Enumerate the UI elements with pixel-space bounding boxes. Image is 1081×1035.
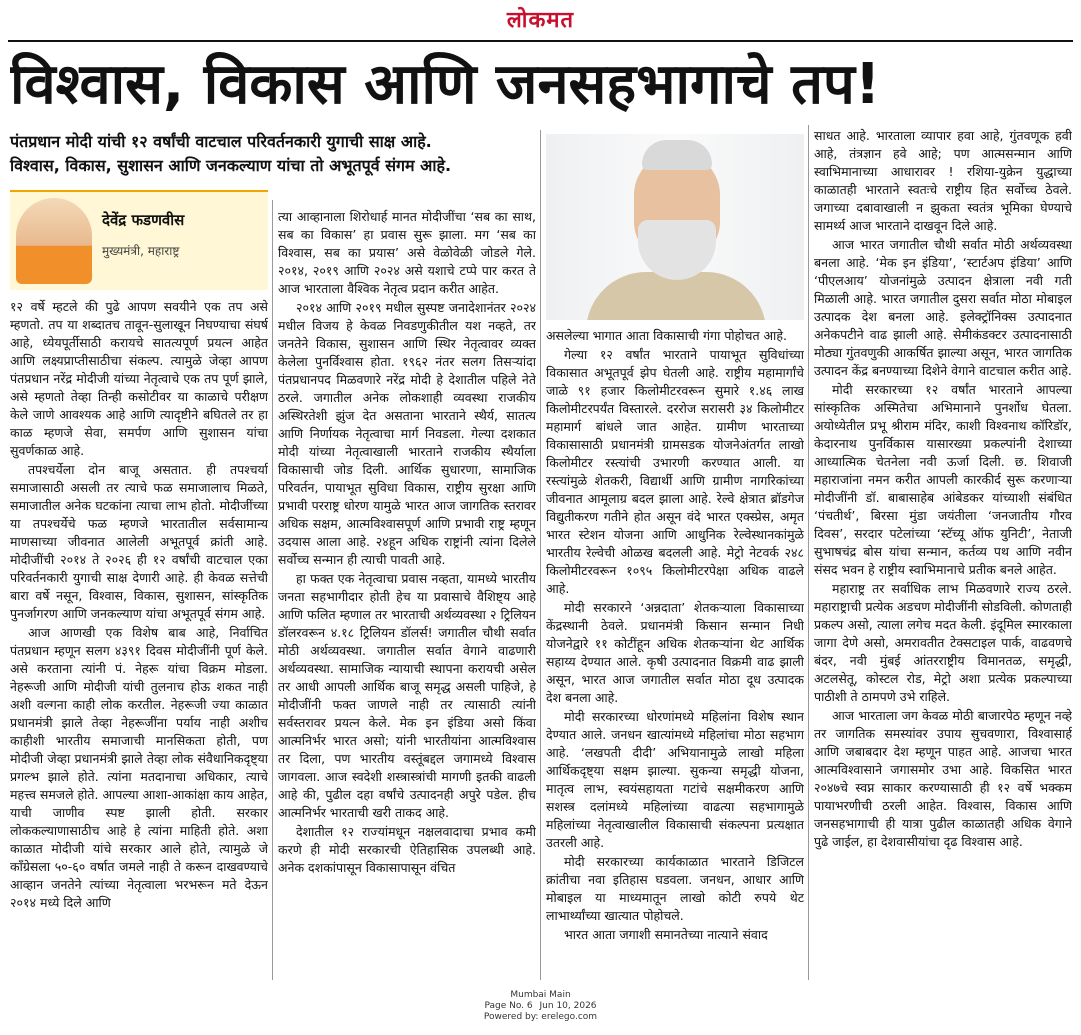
subheadline (10, 130, 535, 178)
article-paragraph: २०१४ आणि २०१९ मधील सुस्पष्ट जनादेशानंतर २०२४ मधील विजय हे केवळ निवडणुकीतील यश नव्हते, तर जनतेने विकास, सुशासन आणि स्थिर नेतृत्वावर व्यक्त केलेला पुनर्विश्वास होता. १९६२ नंतर सलग तिसऱ्यांदा पंतप्रधानपद मिळवणारे नरेंद्र मोदी हे देशातील पहिले नेते ठरले. जगातील अनेक लोकशाही व्यवस्था राजकीय अस्थिरतेशी झुंज देत असताना भारताने स्थैर्य, सातत्य आणि निर्णायक नेतृत्वाचा मार्ग निवडला. गेल्या दशकात मोदी यांच्या नेतृत्वाखाली भारताने राजकीय स्थैर्याला विकासाची जोड दिली. आर्थिक सुधारणा, सामाजिक परिवर्तन, पायाभूत सुविधा विकास, राष्ट्रीय सुरक्षा आणि प्रभावी परराष्ट्र धोरण यामुळे भारत आज जागतिक स्तरावर अधिक सक्षम, आत्मविश्वासपूर्ण आणि प्रभावी राष्ट्र म्हणून उदयास आला आहे. २४हून अधिक राष्ट्रांनी त्यांना दिलेले सर्वोच्च सन्मान ही त्याची पावती आहे. (278, 300, 536, 567)
footer-date: Jun 10, 2026 (539, 1001, 597, 1011)
masthead (0, 4, 1081, 34)
author-box (10, 190, 268, 290)
article-paragraph: आज भारत जगातील चौथी सर्वात मोठी अर्थव्यवस्था बनला आहे. ‘मेक इन इंडिया’, ‘स्टार्टअप इंडिया’ आणि ‘पीएलआय’ योजनांमुळे उत्पादन क्षेत्राला नवी गती मिळाली आहे. भारत जगातील दुसरा सर्वात मोठा मोबाइल उत्पादक देश बनला आहे. इलेक्ट्रॉनिक्स उत्पादनात अनेकपटीने वाढ झाली आहे. सेमीकंडक्टर उत्पादनासाठी मोठ्या गुंतवणुकी आकर्षित झाल्या असून, भारत जागतिक उत्पादन केंद्र बनण्याच्या दिशेने वेगाने वाटचाल करीत आहे. (814, 237, 1072, 378)
article-photo (546, 134, 804, 320)
article-paragraph: देशातील १२ राज्यांमधून नक्षलवादाचा प्रभाव कमी करणे ही मोदी सरकारची ऐतिहासिक उपलब्धी आहे. अनेक दशकांपासून विकासापासून वंचित (278, 824, 536, 875)
article-column-1 (10, 298, 268, 998)
masthead-logo: लोकमत (506, 7, 575, 33)
masthead-rule (8, 40, 1073, 42)
article-paragraph: तपश्चर्येला दोन बाजू असतात. ही तपश्चर्या समाजासाठी असली तर त्याचे फळ समाजालाच मिळते, समाजातील अनेक घटकांना त्याचा लाभ होतो. मोदीजींच्या या तपश्चर्येचे फळ म्हणजे भारतातील सर्वसामान्य माणसाच्या जीवनात आलेली अभूतपूर्व क्रांती आहे. मोदीजींची २०१४ ते २०२६ ही १२ वर्षांची वाटचाल एका परिवर्तनकारी युगाची साक्ष देणारी आहे. ही केवळ सत्तेची बारा वर्षे नसून, विश्वास, विकास, सुशासन, सांस्कृतिक पुनर्जागरण आणि जनकल्याण यांचा अभूतपूर्व संगम आहे. (10, 462, 268, 621)
photo-figure-hair (642, 140, 712, 170)
article-paragraph: भारत आता जगाशी समानतेच्या नात्याने संवाद (564, 927, 768, 942)
article-paragraph: मोदी सरकारच्या धोरणांमध्ये महिलांना विशेष स्थान देण्यात आले. जनधन खात्यांमध्ये महिलांचा मोठा सहभाग आहे. ‘लखपती दीदी’ अभियानामुळे लाखो महिला आर्थिकदृष्ट्या सक्षम झाल्या. सुकन्या समृद्धी योजना, मातृत्व लाभ, स्वयंसहायता गटांचे सक्षमीकरण आणि सशस्त्र दलांमध्ये महिलांच्या वाढत्या सहभागामुळे महिलांच्या नेतृत्वाखालील विकासाची संकल्पना प्रत्यक्षात उतरली आहे. (546, 709, 804, 850)
article-paragraph: साधत आहे. भारताला व्यापार हवा आहे, गुंतवणूक हवी आहे, तंत्रज्ञान हवे आहे; पण आत्मसन्मान आणि स्वाभिमानाच्या आधारावर ! रशिया-युक्रेन युद्धाच्या काळातही भारताने स्वतःचे राष्ट्रीय हित सर्वोच्च ठेवले. जगाच्या दबावाखाली न झुकता स्वतंत्र भूमिका घेण्याचे सामर्थ्य आज भारताने दाखवून दिले आहे. (814, 128, 1072, 233)
photo-figure-beard (638, 220, 716, 280)
article-paragraph: मोदी सरकारने ‘अन्नदाता’ शेतकऱ्याला विकासाच्या केंद्रस्थानी ठेवले. प्रधानमंत्री किसान सन्मान निधी योजनेद्वारे ११ कोटींहून अधिक शेतकऱ्यांना थेट आर्थिक सहाय्य देण्यात आले. कृषी उत्पादनात विक्रमी वाढ झाली असून, भारत आज जगातील सर्वात मोठा दूध उत्पादक देश बनला आहे. (546, 600, 804, 705)
footer-page: Page No. 6 (484, 1001, 533, 1011)
article-paragraph: मोदी सरकारच्या कार्यकाळात भारताने डिजिटल क्रांतीचा नवा इतिहास घडवला. जनधन, आधार आणि मोबाइल या माध्यमातून लाखो कोटी रुपये थेट लाभार्थ्यांच्या खात्यात पोहोचले. (546, 854, 804, 923)
headline: विश्वास, विकास आणि जनसहभागाचे तप! (10, 52, 881, 117)
column-divider (272, 200, 273, 980)
subhead-line: विश्वास, विकास, सुशासन आणि जनकल्याण यांचा तो अभूतपूर्व संगम आहे. (10, 156, 452, 175)
author-photo (16, 198, 92, 284)
footer-edition: Mumbai Main (510, 990, 571, 1000)
article-column-3 (546, 327, 804, 998)
article-paragraph: मोदी सरकारच्या १२ वर्षांत भारताने आपल्या सांस्कृतिक अस्मितेचा अभिमानाने पुनर्शोध घेतला. अयोध्येतील प्रभू श्रीराम मंदिर, काशी विश्वनाथ कॉरिडॉर, केदारनाथ पुनर्विकास यासारख्या प्रकल्पांनी देशाच्या आध्यात्मिक चेतनेला नवी ऊर्जा दिली. छ. शिवाजी महाराजांना नमन करीत आपली कारकीर्द सुरू करणाऱ्या मोदीजींनी डॉ. बाबासाहेब आंबेडकर यांच्याशी संबंधित ‘पंचतीर्थ’, बिरसा मुंडा जयंतीला ‘जनजातीय गौरव दिवस’, सरदार पटेलांच्या ‘स्टॅच्यू ऑफ युनिटी’, नेताजी सुभाषचंद्र बोस यांचा सन्मान, कर्तव्य पथ आणि नवीन संसद भवन हे राष्ट्रीय स्वाभिमानाचे प्रतीक बनले आहेत. (814, 382, 1072, 577)
footer-powered-link[interactable]: Powered by: erelego.com (483, 1012, 598, 1022)
article-paragraph: १२ वर्षे म्हटले की पुढे आपण सवयीने एक तप असे म्हणतो. तप या शब्दातच तावून-सुलाखून निघण्याचा संघर्ष आहे, ध्येयपूर्तीसाठी करायचे सातत्यपूर्ण प्रयत्न आहेत आणि लक्ष्यप्राप्तीसाठीचा संकल्प. त्यामुळे जेव्हा आपण पंतप्रधान नरेंद्र मोदीजी यांच्या नेतृत्वाचे एक तप पूर्ण झाले, असे म्हणतो तेव्हा तिन्ही कसोटीवर या काळाचे परीक्षण केले जाणे आवश्यक आहे आणि त्यादृष्टीने बघितले तर हा काळ म्हणजे सेवा, समर्पण आणि सुशासन यांचा सुवर्णकाळ आहे. (10, 299, 268, 458)
article-column-4 (814, 127, 1072, 998)
article-paragraph: महाराष्ट्र तर सर्वाधिक लाभ मिळवणारे राज्य ठरले. महाराष्ट्राची प्रत्येक अडचण मोदीजींनी सोडविली. कोणताही प्रकल्प असो, त्याला लगेच मदत केली. इंदूमिल स्मारकाला जागा देणे असो, अमरावतीत टेक्सटाइल पार्क, वाढवणचे बंदर, नवी मुंबई आंतरराष्ट्रीय विमानतळ, समृद्धी, अटलसेतू, कोस्टल रोड, मेट्रो अशा प्रत्येक प्रकल्पाच्या पाठीशी ते ठामपणे उभे राहिले. (814, 581, 1072, 704)
column-divider (540, 130, 541, 980)
article-paragraph: आज आणखी एक विशेष बाब आहे, निर्वाचित पंतप्रधान म्हणून सलग ४३९१ दिवस मोदीजींनी पूर्ण केले. असे करताना त्यांनी पं. नेहरू यांचा विक्रम मोडला. नेहरूजी आणि मोदीजी यांची तुलनाच होऊ शकत नाही अशी वल्गना काही लोक करतील. नेहरूजी ज्या काळात प्रधानमंत्री झाले तेव्हा नेहरूजींना पर्याय नाही अशीच काहीशी भारतीय समाजाची मानसिकता होती, पण मोदीजी जेव्हा प्रधानमंत्री झाले तेव्हा लोक संवैधानिकदृष्ट्या प्रगल्भ झाले होते. त्यांना मतदानाचा अधिकार, त्याचे महत्त्व समजले होते. आपल्या आशा-आकांक्षा काय आहेत, याची जाणीव स्पष्ट झाली होती. सरकार लोककल्याणासाठीच आहे हे त्यांना माहिती होते. अशा काळात मोदीजी यांचे सरकार आले होते, त्यामुळे जे काँग्रेसला ५०-६० वर्षात जमले नाही ते करून दाखवण्याचे आव्हान जनतेने त्यांच्या नेतृत्वाला भरभरून मते देऊन २०१४ मध्ये दिले आणि (10, 625, 268, 910)
article-paragraph: असलेल्या भागात आता विकासाची गंगा पोहोचत आहे. (546, 328, 787, 343)
author-name: देवेंद्र फडणवीस (102, 211, 185, 229)
article-paragraph: हा फक्त एक नेतृत्वाचा प्रवास नव्हता, यामध्ये भारतीय जनता सहभागीदार होती हेच या प्रवासाचे वैशिष्ट्य आहे आणि फलित म्हणाल तर भारताची अर्थव्यवस्था २ ट्रिलियन डॉलरवरून ४.१८ ट्रिलियन डॉलर्स! जगातील चौथी सर्वात मोठी अर्थव्यवस्था. जगातील सर्वात वेगाने वाढणारी अर्थव्यवस्था. सामाजिक न्यायाची स्थापना करायची असेल तर आधी आपली आर्थिक बाजू समृद्ध असली पाहिजे, हे मोदीजींनी फक्त जाणले नाही तर त्यासाठी त्यांनी सर्वस्तरावर प्रयत्न केले. मेक इन इंडिया असो किंवा आत्मनिर्भर भारत असो; यांनी भारतीयांना आत्मविश्वास तर दिला, पण भारतीय वस्तूंबद्दल जगामध्ये विश्वास जागवला. आज स्वदेशी शस्त्रास्त्रांची मागणी इतकी वाढली आहे की, पुढील दहा वर्षांचे उत्पादनही अपुरे पडेल. हीच आत्मनिर्भर भारताची खरी ताकद आहे. (278, 571, 536, 820)
article-paragraph: त्या आव्हानाला शिरोधार्ह मानत मोदीजींचा ‘सब का साथ, सब का विकास’ हा प्रवास सुरू झाला. मग ‘सब का विश्वास, सब का प्रयास’ असे वेळोवेळी जोडले गेले. २०१४, २०१९ आणि २०२४ असे यशाचे टप्पे पार करत ते आज भारताला वैश्विक नेतृत्व प्रदान करीत आहेत. (278, 209, 536, 296)
author-role: मुख्यमंत्री, महाराष्ट्र (102, 244, 180, 258)
page-footer (0, 990, 1081, 1023)
column-divider (808, 125, 809, 980)
article-column-2 (278, 208, 536, 998)
subhead-line: पंतप्रधान मोदी यांची १२ वर्षांची वाटचाल परिवर्तनकारी युगाची साक्ष आहे. (10, 132, 432, 151)
article-paragraph: आज भारताला जग केवळ मोठी बाजारपेठ म्हणून नव्हे तर जागतिक समस्यांवर उपाय सुचवणारा, विश्वासार्ह आणि जबाबदार देश म्हणून पाहत आहे. आजचा भारत आत्मविश्वासाने जगासमोर उभा आहे. विकसित भारत २०४७चे स्वप्न साकार करण्यासाठी ही १२ वर्षे भक्कम पायाभरणीची ठरली आहेत. विश्वास, विकास आणि जनसहभागाची ही यात्रा पुढील काळातही अधिक वेगाने पुढे जाईल, हा देशवासीयांचा दृढ विश्वास आहे. (814, 708, 1072, 849)
article-paragraph: गेल्या १२ वर्षांत भारताने पायाभूत सुविधांच्या विकासात अभूतपूर्व झेप घेतली आहे. राष्ट्रीय महामार्गांचे जाळे ९१ हजार किलोमीटरवरून सुमारे १.४६ लाख किलोमीटरपर्यंत विस्तारले. दररोज सरासरी ३४ किलोमीटर महामार्ग बांधले जात आहेत. ग्रामीण भारताच्या विकासासाठी प्रधानमंत्री ग्रामसडक योजनेअंतर्गत लाखो किलोमीटर रस्त्यांची उभारणी करण्यात आली. या रस्त्यांमुळे शेतकरी, विद्यार्थी आणि ग्रामीण नागरिकांच्या जीवनात आमूलाग्र बदल झाला आहे. रेल्वे क्षेत्रात ब्रॉडगेज विद्युतीकरण गतीने होत असून वंदे भारत एक्स्प्रेस, अमृत भारत स्टेशन योजना आणि आधुनिक रेल्वेस्थानकांमुळे भारतीय रेल्वेची ओळख बदलली आहे. मेट्रो नेटवर्क २४८ किलोमीटरवरून १०९५ किलोमीटरपेक्षा अधिक वाढले आहे. (546, 347, 804, 596)
